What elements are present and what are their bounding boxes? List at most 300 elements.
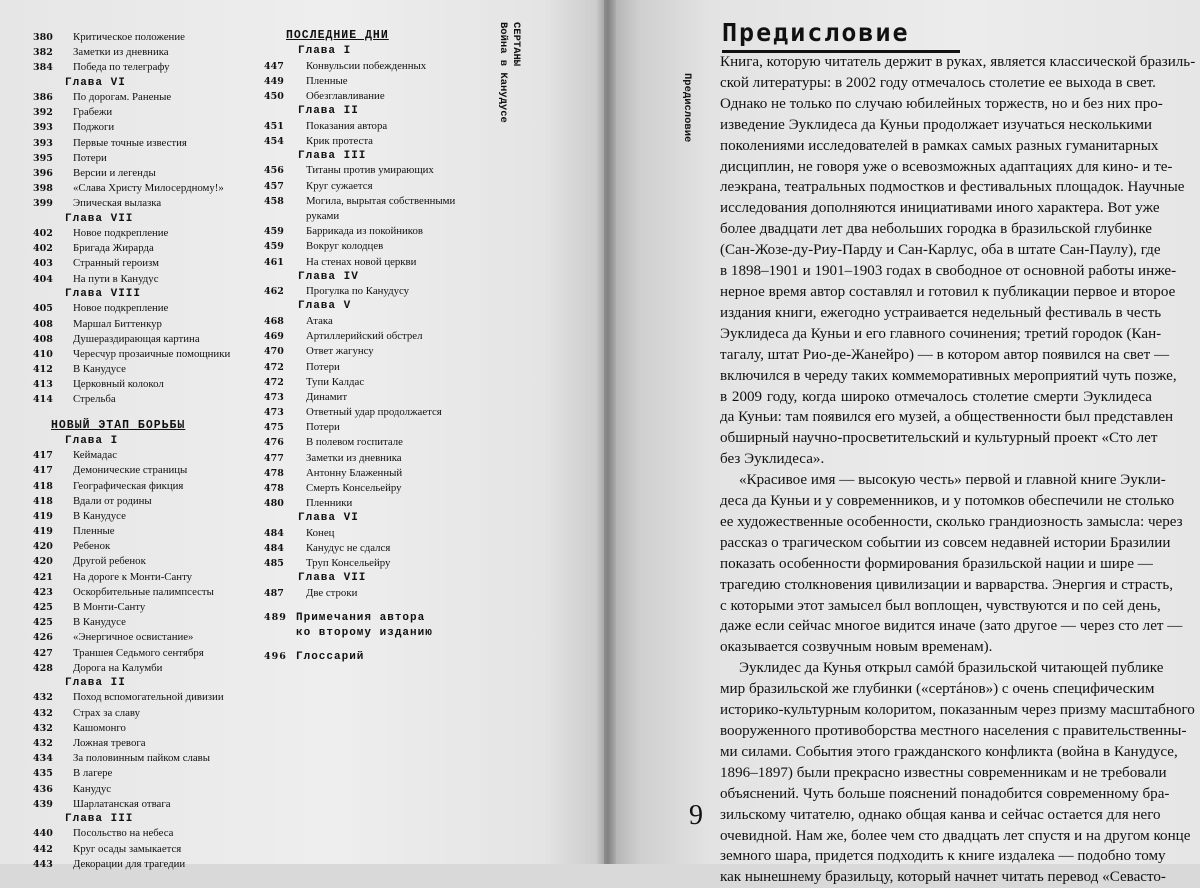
text-line: исследования дополняются инициативами иного характера. Вот уже	[720, 200, 1160, 217]
toc-entry	[264, 314, 504, 329]
toc-entry-title: Географическая фикция	[73, 479, 184, 492]
toc-entry-title: Посольство на небеса	[73, 827, 174, 840]
toc-page-number: 403	[33, 258, 53, 270]
toc-entry	[33, 256, 283, 271]
toc-column-right	[264, 28, 504, 665]
toc-entry	[264, 451, 504, 466]
text-line: показать особенности формирования бразильской нации и шире —	[720, 555, 1153, 572]
text-line: как нынешнему бразильцу, который начнет читать перевод «Севасто-	[720, 869, 1166, 886]
toc-entry-title: «Слава Христу Милосердному!»	[73, 182, 224, 195]
toc-entry-title: Канудус	[73, 782, 112, 795]
toc-entry	[33, 494, 283, 509]
toc-entry	[33, 857, 283, 872]
toc-entry-title: Конец	[306, 526, 335, 539]
paragraph-start-line: Эуклидес да Кунья открыл самóй бразильской читающей публике	[739, 660, 1164, 677]
toc-page-number: 402	[33, 243, 53, 255]
toc-entry	[264, 239, 504, 254]
toc-entry	[264, 344, 504, 359]
toc-entry-title: В Канудусе	[73, 616, 126, 629]
toc-entry	[33, 509, 283, 524]
toc-page-number: 386	[33, 92, 53, 104]
toc-entry-title: Динамит	[306, 390, 348, 403]
toc-entry	[33, 448, 283, 463]
text-line: обширный научно-просветительский и культурный проект «Сто лет	[720, 430, 1158, 447]
toc-page-number: 472	[264, 361, 284, 373]
toc-entry	[33, 377, 283, 392]
toc-chapter-heading: Глава I	[298, 45, 352, 57]
toc-page-number: 413	[33, 379, 53, 391]
toc-entry-title: На пути в Канудус	[73, 272, 159, 285]
text-line: нерное время автор составлял и готовил к публикации первое и второе	[720, 283, 1176, 300]
toc-section-title: Глоссарий	[296, 651, 365, 664]
text-line: более двадцати лет два небольших городка в бразильской глубинке	[720, 221, 1152, 238]
toc-entry	[264, 360, 504, 375]
toc-page-number: 485	[264, 558, 284, 570]
toc-entry-title: Новое подкрепление	[73, 302, 169, 315]
toc-entry	[264, 255, 504, 270]
text-line: очевидной. Нам же, более чем сто двадцать лет спустя и на другом конце	[720, 827, 1191, 844]
toc-section-continued	[264, 626, 504, 641]
toc-entry-title: По дорогам. Раненые	[73, 91, 172, 104]
book-gutter-shadow	[596, 0, 616, 864]
toc-page-number: 399	[33, 198, 53, 210]
toc-entry-title: Кеймадас	[73, 449, 117, 462]
toc-page-number: 459	[264, 241, 284, 253]
toc-page-number: 419	[33, 526, 53, 538]
toc-page-number: 442	[33, 843, 53, 855]
toc-chapter-heading: Глава V	[298, 300, 352, 313]
toc-page-number: 408	[33, 333, 53, 345]
toc-entry-title: Пленные	[73, 525, 115, 538]
toc-entry-title-continued: руками	[306, 210, 340, 222]
text-line: изведение Эуклидеса да Куньи продолжает изучаться несколькими	[720, 116, 1152, 133]
toc-part-heading: НОВЫЙ ЭТАП БОРЬБЫ	[51, 418, 186, 432]
toc-page-number: 456	[264, 165, 284, 177]
toc-entry	[33, 797, 283, 812]
toc-page-number: 462	[264, 286, 284, 298]
toc-entry	[33, 479, 283, 494]
text-line: 1896–1897) были прекрасно известны современникам и не требовали	[720, 764, 1167, 781]
toc-section-title-continued: ко второму изданию	[296, 626, 433, 639]
toc-entry	[264, 224, 504, 239]
toc-entry	[33, 166, 283, 181]
toc-page-number: 428	[33, 662, 53, 674]
toc-entry	[33, 585, 283, 600]
toc-entry-title: За половинным пайком славы	[73, 752, 211, 765]
toc-entry	[264, 611, 504, 626]
toc-chapter-heading: Глава VIII	[65, 287, 142, 300]
text-line: издания книги, ежегодно устраивается недельный фестиваль в честь	[720, 304, 1162, 321]
toc-entry	[264, 329, 504, 344]
toc-page-number: 458	[264, 195, 284, 207]
toc-entry	[264, 89, 504, 104]
toc-entry	[33, 196, 283, 211]
text-line: деса да Куньи и у современников, и у потомков обеспечили не столько	[720, 493, 1175, 510]
toc-page-number: 419	[33, 510, 53, 522]
toc-page-number: 489	[264, 612, 287, 624]
toc-entry-title: Бригада Жирарда	[73, 242, 154, 255]
toc-entry-title: Заметки из дневника	[73, 46, 169, 59]
toc-page-number: 382	[33, 47, 53, 59]
toc-entry	[33, 30, 283, 45]
toc-chapter-heading: Глава III	[298, 149, 367, 162]
text-line: вооруженного противоборства местного населения с правительственны-	[720, 723, 1187, 739]
toc-entry-title: Траншея Седьмого сентября	[73, 646, 204, 659]
toc-entry-title: Маршал Биттенкур	[73, 317, 162, 330]
toc-page-number: 439	[33, 798, 53, 810]
toc-entry	[33, 706, 283, 721]
toc-page-number: 384	[33, 62, 53, 74]
toc-entry	[33, 554, 283, 569]
toc-page-number: 449	[264, 75, 284, 87]
toc-entry	[264, 496, 504, 511]
toc-spacer	[264, 640, 504, 650]
toc-entry-title: Ложная тревога	[73, 737, 146, 749]
toc-entry-title: Странный героизм	[73, 257, 159, 270]
toc-entry-title: Оскорбительные палимпсесты	[73, 585, 214, 598]
toc-entry	[33, 842, 283, 857]
toc-entry	[33, 539, 283, 554]
toc-entry	[33, 782, 283, 797]
toc-entry	[33, 105, 283, 120]
text-line: (Сан-Жозе-ду-Риу-Парду и Сан-Карлус, оба в штате Сан-Паулу), где	[720, 242, 1161, 259]
toc-entry-title: Душераздирающая картина	[73, 332, 200, 345]
toc-page-number: 443	[33, 858, 53, 870]
toc-page-number: 423	[33, 586, 53, 598]
text-line: оказывается созвучным новым временам).	[720, 639, 993, 656]
text-line: мир бразильской же глубинки («сертáнов») с очень специфическим	[720, 681, 1155, 698]
toc-entry-title: Новое подкрепление	[73, 227, 169, 240]
toc-page-number: 447	[264, 60, 284, 72]
toc-entry	[264, 586, 504, 601]
toc-entry-title: Титаны против умирающих	[306, 164, 434, 177]
toc-part-heading: ПОСЛЕДНИЕ ДНИ	[286, 29, 389, 42]
toc-entry	[33, 332, 283, 347]
page-title: Предисловие	[722, 18, 910, 47]
toc-entry	[264, 466, 504, 481]
toc-entry	[33, 570, 283, 585]
toc-page-number: 404	[33, 273, 53, 285]
toc-entry-title: Труп Консельейру	[306, 557, 391, 570]
text-line: дисциплин, не говоря уже о всевозможных адаптациях для кино- и те-	[720, 158, 1173, 175]
toc-page-number: 480	[264, 498, 284, 510]
toc-entry	[33, 120, 283, 135]
toc-page-number: 436	[33, 783, 53, 795]
toc-page-number: 459	[264, 226, 284, 238]
text-line: объяснений. Чуть больше пояснений понадобится современному бра-	[720, 785, 1170, 802]
toc-entry	[33, 826, 283, 841]
toc-chapter-heading: Глава I	[65, 434, 119, 447]
toc-entry	[33, 45, 283, 60]
toc-entry	[264, 420, 504, 435]
toc-page-number: 457	[264, 180, 284, 192]
toc-entry-title: Канудус не сдался	[306, 542, 391, 555]
toc-page-number: 432	[33, 707, 53, 719]
toc-page-number: 420	[33, 556, 53, 568]
text-line: тагалу, штат Рио-де-Жанейро) — в котором автор появился на свет —	[720, 346, 1170, 363]
toc-entry	[264, 134, 504, 149]
toc-section-title: Примечания автора	[296, 612, 426, 625]
running-head-left	[496, 22, 522, 123]
toc-spacer	[264, 601, 504, 611]
toc-chapter-heading: Глава II	[65, 676, 126, 689]
toc-entry-title: Потери	[306, 421, 340, 434]
toc-entry	[33, 151, 283, 166]
toc-entry-title: Критическое положение	[73, 31, 185, 43]
toc-entry	[33, 347, 283, 362]
text-line: без Эуклидеса».	[720, 451, 825, 468]
text-line: рассказ о трагическом событии из совсем недавней истории Бразилии	[720, 534, 1171, 551]
toc-page-number: 477	[264, 452, 284, 464]
toc-entry	[33, 272, 283, 287]
text-line: Книга, которую читатель держит в руках, является классической бразиль-	[720, 54, 1196, 70]
toc-entry	[264, 163, 504, 178]
text-line: ской литературы: в 2002 году отмечалось столетие ее выхода в свет.	[720, 74, 1156, 91]
text-line: Эуклидеса да Куньи и его главного сочинения; третий городок (Кан-	[720, 325, 1162, 342]
toc-entry-title: Страх за славу	[73, 706, 141, 719]
toc-page-number: 461	[264, 256, 284, 268]
text-line: в 1898–1901 и 1901–1903 годах в свободное от основной работы инже-	[720, 263, 1177, 280]
toc-page-number: 476	[264, 437, 284, 449]
toc-page-number: 470	[264, 346, 284, 358]
toc-entry-title: Поджоги	[73, 121, 115, 134]
toc-column-left	[33, 30, 283, 872]
toc-page-number: 426	[33, 632, 53, 644]
text-line: трагедию столкновения цивилизации и варварства. Энергия и страсть,	[720, 576, 1173, 593]
toc-page-number: 395	[33, 152, 53, 164]
toc-page-number: 421	[33, 571, 53, 583]
toc-page-number: 434	[33, 753, 53, 765]
toc-entry	[33, 751, 283, 766]
text-line: с которыми этот замысел был воплощен, чувствуются и по сей день,	[720, 597, 1161, 614]
toc-page-number: 393	[33, 137, 53, 149]
toc-entry	[33, 301, 283, 316]
toc-entry	[264, 481, 504, 496]
toc-entry-continued	[264, 209, 504, 224]
toc-page-number: 496	[264, 651, 287, 663]
toc-page-number: 478	[264, 467, 284, 479]
toc-page-number: 440	[33, 828, 53, 840]
toc-page-number: 451	[264, 120, 284, 132]
toc-entry-title: Антонну Блаженный	[306, 466, 403, 479]
toc-entry	[264, 526, 504, 541]
text-line: историко-культурным колоритом, показанным через призму масштабного	[720, 702, 1195, 719]
running-head-subtitle: Война в Канудусе	[497, 22, 509, 123]
left-page	[0, 0, 604, 870]
toc-page-number: 405	[33, 303, 53, 315]
toc-page-number: 487	[264, 587, 284, 599]
toc-entry	[33, 600, 283, 615]
toc-entry-title: Обезглавливание	[306, 89, 385, 102]
toc-entry	[264, 405, 504, 420]
toc-entry-title: На дороге к Монти-Санту	[73, 570, 193, 583]
toc-entry-title: «Энергичное освистание»	[73, 631, 194, 644]
text-line: ее художественные особенности, сколько грандиозность замысла: через	[720, 513, 1183, 530]
toc-entry	[33, 90, 283, 105]
toc-entry	[264, 284, 504, 299]
toc-entry-title: Дорога на Калумби	[73, 661, 163, 674]
toc-entry-title: Ответ жагунсу	[306, 345, 374, 358]
toc-entry-title: Шарлатанская отвага	[73, 797, 171, 810]
text-line: включился в череду таких коммеморативных мероприятий чуть позже,	[720, 367, 1177, 384]
text-line: леэкрана, театральных подмостков и фестивальных площадок. Научные	[720, 179, 1185, 196]
toc-entry-title: На стенах новой церкви	[306, 255, 417, 268]
toc-entry-title: Эпическая вылазка	[73, 197, 162, 210]
toc-entry-title: В лагере	[73, 767, 113, 780]
toc-page-number: 410	[33, 348, 53, 360]
toc-entry-title: В полевом госпитале	[306, 436, 403, 449]
toc-entry	[33, 226, 283, 241]
toc-entry	[33, 136, 283, 151]
toc-entry	[33, 524, 283, 539]
text-line: даже если сейчас многое видится иначе (зато другое — через сто лет —	[720, 618, 1183, 635]
toc-page-number: 417	[33, 465, 53, 477]
text-line: зильскому читателю, однако общая канва и сейчас остается для него	[720, 806, 1161, 823]
toc-page-number: 478	[264, 483, 284, 494]
toc-page-number: 398	[33, 183, 53, 195]
preface-body	[720, 52, 1196, 888]
toc-page-number: 432	[33, 738, 53, 749]
paragraph-start-line: «Красивое имя — высокую честь» первой и главной книге Эукли-	[739, 472, 1166, 489]
toc-entry	[264, 74, 504, 89]
toc-entry-title: Поход вспомогательной дивизии	[73, 691, 224, 704]
toc-chapter-heading: Глава VI	[65, 76, 126, 89]
toc-page-number: 473	[264, 407, 284, 419]
toc-page-number: 420	[33, 541, 53, 553]
toc-entry-title: Смерть Консельейру	[306, 482, 402, 494]
toc-entry-title: В Канудусе	[73, 363, 126, 376]
toc-entry	[33, 721, 283, 736]
toc-page-number: 435	[33, 768, 53, 780]
toc-chapter-heading: Глава IV	[298, 270, 359, 283]
toc-entry-title: Ребенок	[73, 540, 111, 553]
toc-entry-title: Круг осады замыкается	[73, 842, 182, 855]
text-line: да Куньи: там появился его музей, а общественности был представлен	[720, 409, 1174, 426]
toc-entry	[33, 181, 283, 196]
toc-entry	[33, 392, 283, 407]
toc-entry	[33, 463, 283, 478]
toc-page-number: 418	[33, 480, 53, 492]
toc-entry	[33, 661, 283, 676]
toc-page-number: 454	[264, 135, 284, 147]
toc-page-number: 393	[33, 122, 53, 134]
toc-entry	[33, 736, 283, 751]
toc-entry-title: Другой ребенок	[73, 555, 146, 568]
toc-entry	[33, 60, 283, 75]
toc-page-number: 472	[264, 376, 284, 388]
toc-chapter-heading: Глава VII	[65, 212, 134, 225]
toc-page-number: 412	[33, 364, 53, 376]
toc-page-number: 427	[33, 647, 53, 659]
toc-entry	[264, 435, 504, 450]
toc-chapter-heading: Глава II	[298, 105, 359, 118]
text-line: ми силами. События этого гражданского конфликта (война в Канудусе,	[720, 743, 1178, 760]
toc-entry	[264, 650, 504, 665]
toc-page-number: 450	[264, 90, 284, 102]
toc-entry-title: Стрельба	[73, 393, 116, 406]
toc-page-number: 425	[33, 617, 53, 629]
toc-page-number: 468	[264, 315, 284, 327]
toc-spacer	[33, 408, 283, 418]
toc-entry-title: Могила, вырытая собственными	[306, 194, 456, 207]
toc-entry-title: Вокруг колодцев	[306, 240, 384, 253]
toc-page-number: 475	[264, 422, 284, 434]
toc-entry-title: Победа по телеграфу	[73, 61, 170, 74]
toc-entry	[264, 119, 504, 134]
toc-page-number: 432	[33, 722, 53, 734]
toc-entry-title: Декорации для трагедии	[73, 857, 186, 870]
toc-entry-title: Потери	[306, 360, 340, 373]
toc-entry-title: Грабежи	[73, 106, 113, 119]
running-head-right: Предисловие	[681, 73, 693, 143]
toc-entry-title: Атака	[306, 314, 333, 327]
toc-entry	[33, 362, 283, 377]
toc-entry-title: Первые точные известия	[73, 136, 187, 149]
toc-entry	[264, 59, 504, 74]
toc-entry	[33, 615, 283, 630]
toc-page-number: 425	[33, 602, 53, 613]
toc-page-number: 469	[264, 331, 284, 343]
toc-page-number: 380	[33, 32, 53, 43]
toc-entry	[33, 630, 283, 645]
toc-page-number: 408	[33, 318, 53, 330]
toc-entry	[33, 690, 283, 705]
toc-entry-title: Баррикада из покойников	[306, 225, 423, 238]
toc-entry	[264, 179, 504, 194]
toc-entry-title: Конвульсии побежденных	[306, 59, 427, 72]
toc-page-number: 484	[264, 527, 284, 539]
toc-entry-title: В Монти-Санту	[73, 601, 146, 613]
toc-page-number: 402	[33, 228, 53, 240]
toc-entry-title: Заметки из дневника	[306, 451, 402, 464]
toc-entry-title: Ответный удар продолжается	[306, 406, 442, 419]
toc-entry	[264, 556, 504, 571]
toc-entry-title: Кашомонго	[73, 721, 126, 734]
toc-entry-title: В Канудусе	[73, 509, 126, 522]
toc-entry-title: Вдали от родины	[73, 494, 152, 507]
toc-entry-title: Артиллерийский обстрел	[306, 330, 423, 343]
toc-entry	[264, 194, 504, 209]
toc-entry-title: Демонические страницы	[73, 464, 188, 477]
toc-entry	[33, 317, 283, 332]
toc-page-number: 396	[33, 168, 53, 179]
toc-page-number: 418	[33, 495, 53, 507]
toc-chapter-heading: Глава VII	[298, 572, 367, 585]
toc-page-number: 432	[33, 692, 53, 704]
toc-entry-title: Пленные	[306, 74, 348, 87]
toc-page-number: 414	[33, 394, 53, 406]
text-line: поколениями исследователей в рамках самых разных гуманитарных	[720, 137, 1159, 154]
toc-entry-title: Тупи Калдас	[306, 375, 365, 388]
toc-entry	[33, 766, 283, 781]
toc-entry-title: Прогулка по Канудусу	[306, 285, 410, 298]
text-line: Однако не только по случаю юбилейных торжеств, но и без них про-	[720, 95, 1163, 112]
toc-page-number: 473	[264, 391, 284, 403]
text-line: в 2009 году, когда широко отмечалось столетие смерти Эуклидеса	[720, 388, 1152, 405]
toc-chapter-heading: Глава III	[65, 812, 134, 825]
toc-entry-title: Две строки	[306, 586, 358, 599]
toc-entry-title: Крик протеста	[306, 134, 373, 147]
toc-entry-title: Церковный колокол	[73, 378, 164, 391]
toc-entry	[264, 375, 504, 390]
toc-entry-title: Потери	[73, 151, 107, 164]
toc-entry-title: Версии и легенды	[73, 167, 156, 179]
toc-page-number: 484	[264, 543, 284, 555]
toc-entry-title: Показания автора	[306, 119, 388, 132]
toc-entry	[264, 390, 504, 405]
text-line: земного шара, придется подходить к книге издалека — подобно тому	[720, 848, 1166, 865]
toc-entry	[264, 541, 504, 556]
